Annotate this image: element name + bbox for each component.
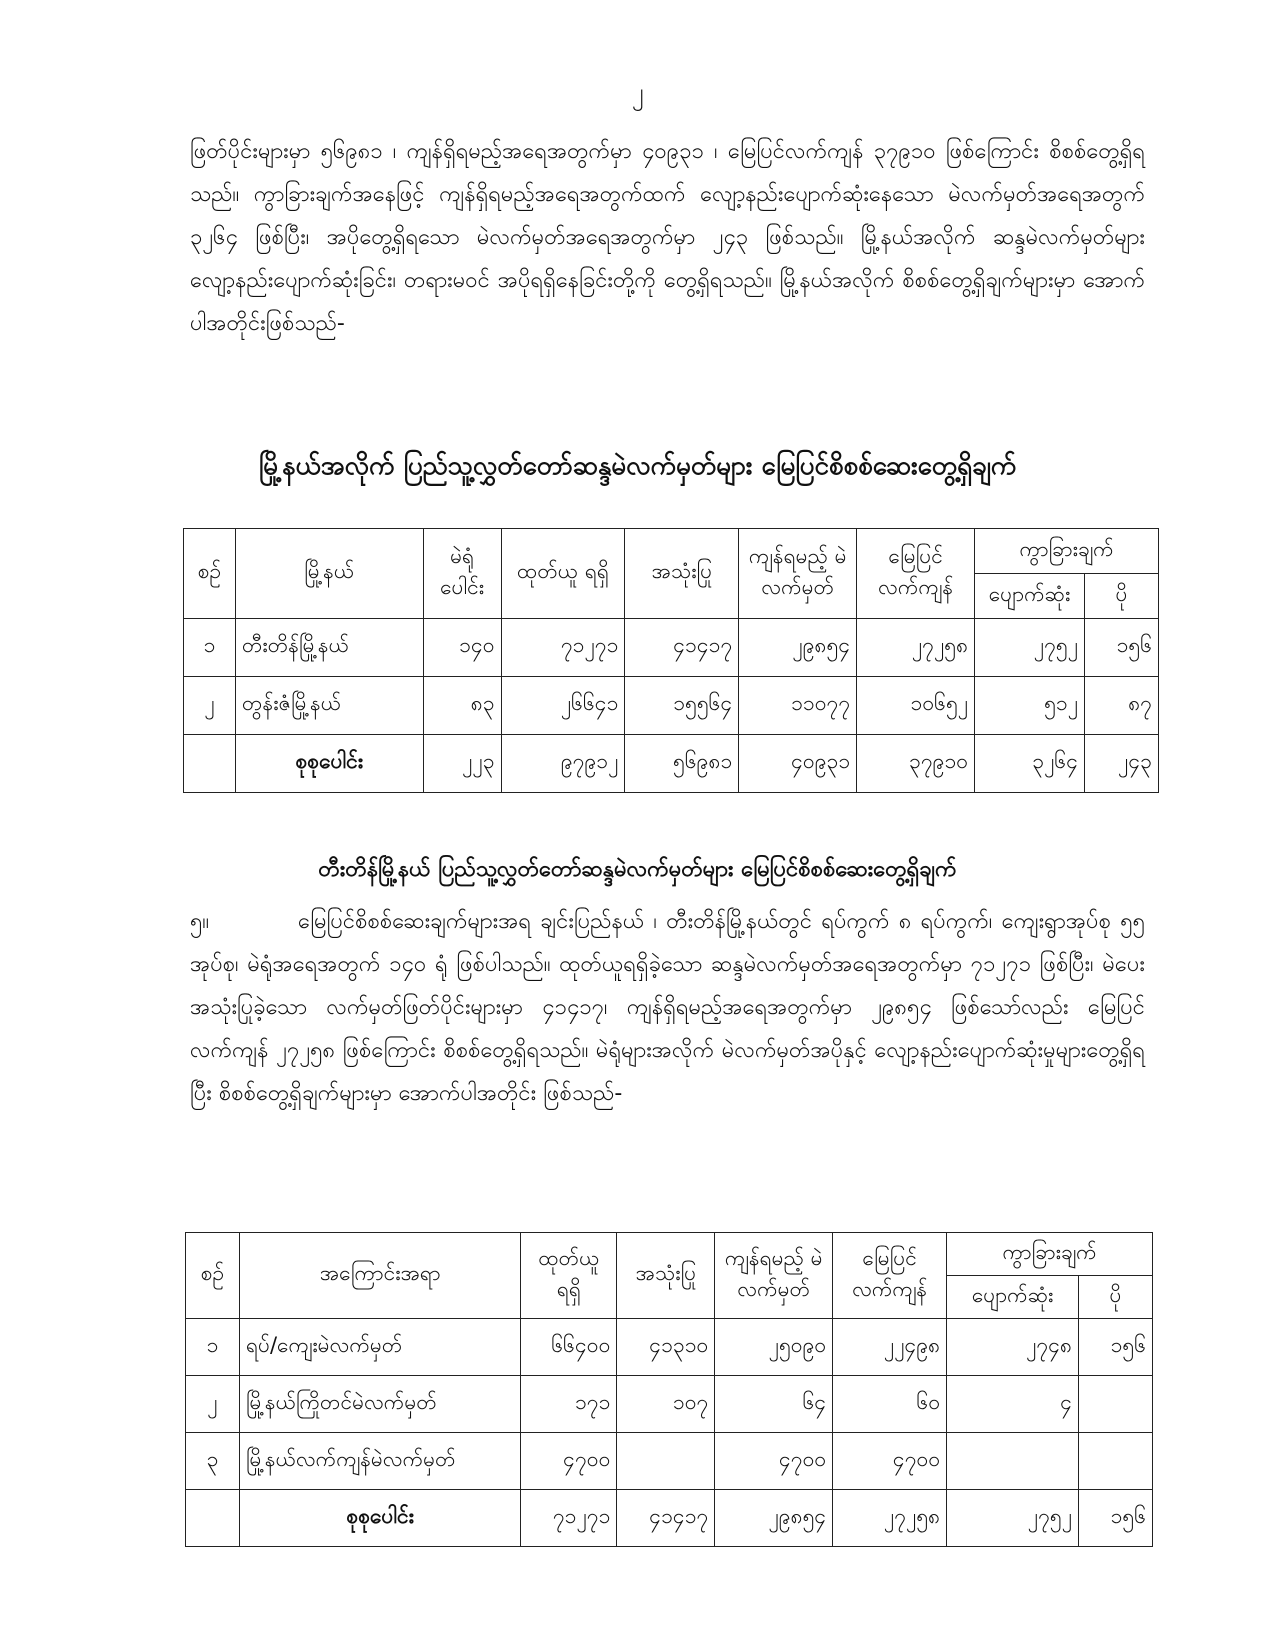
cell-booths: ၈၃: [423, 677, 501, 735]
header-booths: မဲရုံ ပေါင်း: [423, 529, 501, 619]
cell-no: ၃: [186, 1433, 240, 1490]
intro-paragraph: ဖြတ်ပိုင်းများမှာ ၅၆၉၈၁ ၊ ကျန်ရှိရမည့်အရေအတွက်မှာ ၄၀၉၃၁ ၊ မြေပြင်လက်ကျန် ၃၇၉၁၀ ဖြစ်ကြောင်း စိစစ်တွေ့ရှိရသည်။ ကွာခြားချက်အနေဖြင့် ကျန်ရှိရမည့်အရေအတွက်ထက် လျော့နည်းပျောက်ဆုံးနေသော မဲလက်မှတ်အရေအတွက် ၃၂၆၄ ဖြစ်ပြီး၊ အပိုတွေ့ရှိရသော မဲလက်မှတ်အရေအတွက်မှာ ၂၄၃ ဖြစ်သည်။ မြို့နယ်အလိုက် ဆန္ဒမဲလက်မှတ်များ လျော့နည်းပျောက်ဆုံးခြင်း၊ တရားမဝင် အပိုရရှိနေခြင်းတို့ကို တွေ့ရှိရသည်။ မြို့နယ်အလိုက် စိစစ်တွေ့ရှိချက်များမှာ အောက်ပါအတိုင်းဖြစ်သည်-: [190, 139, 1145, 336]
cell-lost: ၃၂၆၄: [975, 735, 1085, 793]
cell-item: မြို့နယ်လက်ကျန်မဲလက်မှတ်: [239, 1433, 521, 1490]
cell-total-label: စုစုပေါင်း: [239, 1490, 521, 1547]
cell-lost: ၂၇၅၂: [947, 1490, 1079, 1547]
cell-remaining: ၂၉၈၅၄: [739, 619, 857, 677]
cell-ground: ၂၇၂၅၈: [833, 1490, 947, 1547]
cell-received: ၉၇၉၁၂: [501, 735, 625, 793]
header-difference: ကွာခြားချက်: [975, 529, 1159, 574]
page-number: ၂: [631, 78, 644, 106]
cell-remaining: ၁၁၀၇၇: [739, 677, 857, 735]
header-no: စဉ်: [186, 1233, 240, 1319]
table-total-row: [186, 1490, 1153, 1547]
header-received: ထုတ်ယူ ရရှိ: [501, 529, 625, 619]
cell-used: ၁၀၇: [617, 1376, 715, 1433]
cell-extra: [1079, 1433, 1153, 1490]
header-ground: မြေပြင် လက်ကျန်: [857, 529, 975, 619]
cell-extra: ၁၅၆: [1079, 1319, 1153, 1376]
cell-received: ၄၇၀၀: [521, 1433, 617, 1490]
cell-ground: ၂၇၂၅၈: [857, 619, 975, 677]
cell-remaining: ၄၀၉၃၁: [739, 735, 857, 793]
cell-used: [617, 1433, 715, 1490]
header-no: စဉ်: [184, 529, 236, 619]
table-row: [184, 677, 1159, 735]
titain-heading: တီးတိန်မြို့နယ် ပြည်သူ့လွှတ်တော်ဆန္ဒမဲလက်မှတ်များ မြေပြင်စိစစ်ဆေးတွေ့ရှိချက်: [318, 857, 957, 882]
cell-used: ၅၆၉၈၁: [625, 735, 739, 793]
cell-remaining: ၂၉၈၅၄: [715, 1490, 833, 1547]
cell-extra: ၈၇: [1085, 677, 1159, 735]
cell-no: ၂: [186, 1376, 240, 1433]
cell-ground: ၂၂၄၉၈: [833, 1319, 947, 1376]
cell-empty: [184, 735, 236, 793]
table-total-row: [184, 735, 1159, 793]
cell-lost: ၂၇၄၈: [947, 1319, 1079, 1376]
titain-paragraph: [190, 900, 1145, 1115]
cell-used: ၄၁၃၁၀: [617, 1319, 715, 1376]
cell-empty: [186, 1490, 240, 1547]
table-row: [186, 1376, 1153, 1433]
paragraph-number: ၅။: [190, 909, 210, 934]
cell-received: ၂၆၆၄၁: [501, 677, 625, 735]
cell-ground: ၃၇၉၁၀: [857, 735, 975, 793]
header-item: အကြောင်းအရာ: [239, 1233, 521, 1319]
cell-remaining: ၄၇၀၀: [715, 1433, 833, 1490]
cell-remaining: ၆၄: [715, 1376, 833, 1433]
cell-received: ၆၆၄၀၀: [521, 1319, 617, 1376]
cell-total-label: စုစုပေါင်း: [235, 735, 423, 793]
cell-booths: ၂၂၃: [423, 735, 501, 793]
header-extra: ပို: [1079, 1276, 1153, 1319]
cell-booths: ၁၄၀: [423, 619, 501, 677]
header-ground: မြေပြင် လက်ကျန်: [833, 1233, 947, 1319]
cell-item: မြို့နယ်ကြိုတင်မဲလက်မှတ်: [239, 1376, 521, 1433]
township-summary-table: [183, 528, 1159, 793]
header-remaining: ကျန်ရမည့် မဲလက်မှတ်: [715, 1233, 833, 1319]
header-used: အသုံးပြု: [625, 529, 739, 619]
cell-remaining: ၂၅၀၉၀: [715, 1319, 833, 1376]
table-row: [186, 1433, 1153, 1490]
titain-detail-table: [185, 1232, 1153, 1547]
table-header-row: [186, 1233, 1153, 1276]
cell-ground: ၄၇၀၀: [833, 1433, 947, 1490]
header-remaining: ကျန်ရမည့် မဲလက်မှတ်: [739, 529, 857, 619]
header-difference: ကွာခြားချက်: [947, 1233, 1153, 1276]
cell-township: တွန်းဇံမြို့နယ်: [235, 677, 423, 735]
cell-lost: ၂၇၅၂: [975, 619, 1085, 677]
cell-township: တီးတိန်မြို့နယ်: [235, 619, 423, 677]
table-row: [184, 619, 1159, 677]
cell-item: ရပ်/ကျေးမဲလက်မှတ်: [239, 1319, 521, 1376]
cell-ground: ၆၀: [833, 1376, 947, 1433]
cell-received: ၁၇၁: [521, 1376, 617, 1433]
cell-extra: ၁၅၆: [1079, 1490, 1153, 1547]
table-row: [186, 1319, 1153, 1376]
header-used: အသုံးပြု: [617, 1233, 715, 1319]
cell-used: ၁၅၅၆၄: [625, 677, 739, 735]
header-received: ထုတ်ယူ ရရှိ: [521, 1233, 617, 1319]
table-header-row: [184, 529, 1159, 574]
cell-extra: ၂၄၃: [1085, 735, 1159, 793]
township-summary-heading: မြို့နယ်အလိုက် ပြည်သူ့လွှတ်တော်ဆန္ဒမဲလက်မှတ်များ မြေပြင်စိစစ်ဆေးတွေ့ရှိချက်: [258, 451, 1017, 481]
cell-no: ၁: [184, 619, 236, 677]
cell-lost: ၅၁၂: [975, 677, 1085, 735]
cell-used: ၄၁၄၁၇: [625, 619, 739, 677]
header-lost: ပျောက်ဆုံး: [975, 574, 1085, 619]
cell-lost: ၄: [947, 1376, 1079, 1433]
cell-no: ၂: [184, 677, 236, 735]
paragraph-text: မြေပြင်စိစစ်ဆေးချက်များအရ ချင်းပြည်နယ် ၊ တီးတိန်မြို့နယ်တွင် ရပ်ကွက် ၈ ရပ်ကွက်၊ ကျေးရွာအုပ်စု ၅၅ အုပ်စု၊ မဲရုံအရေအတွက် ၁၄၀ ရုံ ဖြစ်ပါသည်။ ထုတ်ယူရရှိခဲ့သော ဆန္ဒမဲလက်မှတ်အရေအတွက်မှာ ၇၁၂၇၁ ဖြစ်ပြီး၊ မဲပေးအသုံးပြုခဲ့သော လက်မှတ်ဖြတ်ပိုင်းများမှာ ၄၁၄၁၇၊ ကျန်ရှိရမည့်အရေအတွက်မှာ ၂၉၈၅၄ ဖြစ်သော်လည်း မြေပြင်လက်ကျန် ၂၇၂၅၈ ဖြစ်ကြောင်း စိစစ်တွေ့ရှိရသည်။ မဲရုံများအလိုက် မဲလက်မှတ်အပိုနှင့် လျော့နည်းပျောက်ဆုံးမှုများတွေ့ရှိရပြီး စိစစ်တွေ့ရှိချက်များမှာ အောက်ပါအတိုင်း ဖြစ်သည်-: [190, 909, 1145, 1106]
cell-extra: ၁၅၆: [1085, 619, 1159, 677]
cell-received: ၇၁၂၇၁: [501, 619, 625, 677]
cell-no: ၁: [186, 1319, 240, 1376]
header-township: မြို့နယ်: [235, 529, 423, 619]
header-lost: ပျောက်ဆုံး: [947, 1276, 1079, 1319]
cell-ground: ၁၀၆၅၂: [857, 677, 975, 735]
cell-received: ၇၁၂၇၁: [521, 1490, 617, 1547]
cell-lost: [947, 1433, 1079, 1490]
cell-extra: [1079, 1376, 1153, 1433]
cell-used: ၄၁၄၁၇: [617, 1490, 715, 1547]
header-extra: ပို: [1085, 574, 1159, 619]
